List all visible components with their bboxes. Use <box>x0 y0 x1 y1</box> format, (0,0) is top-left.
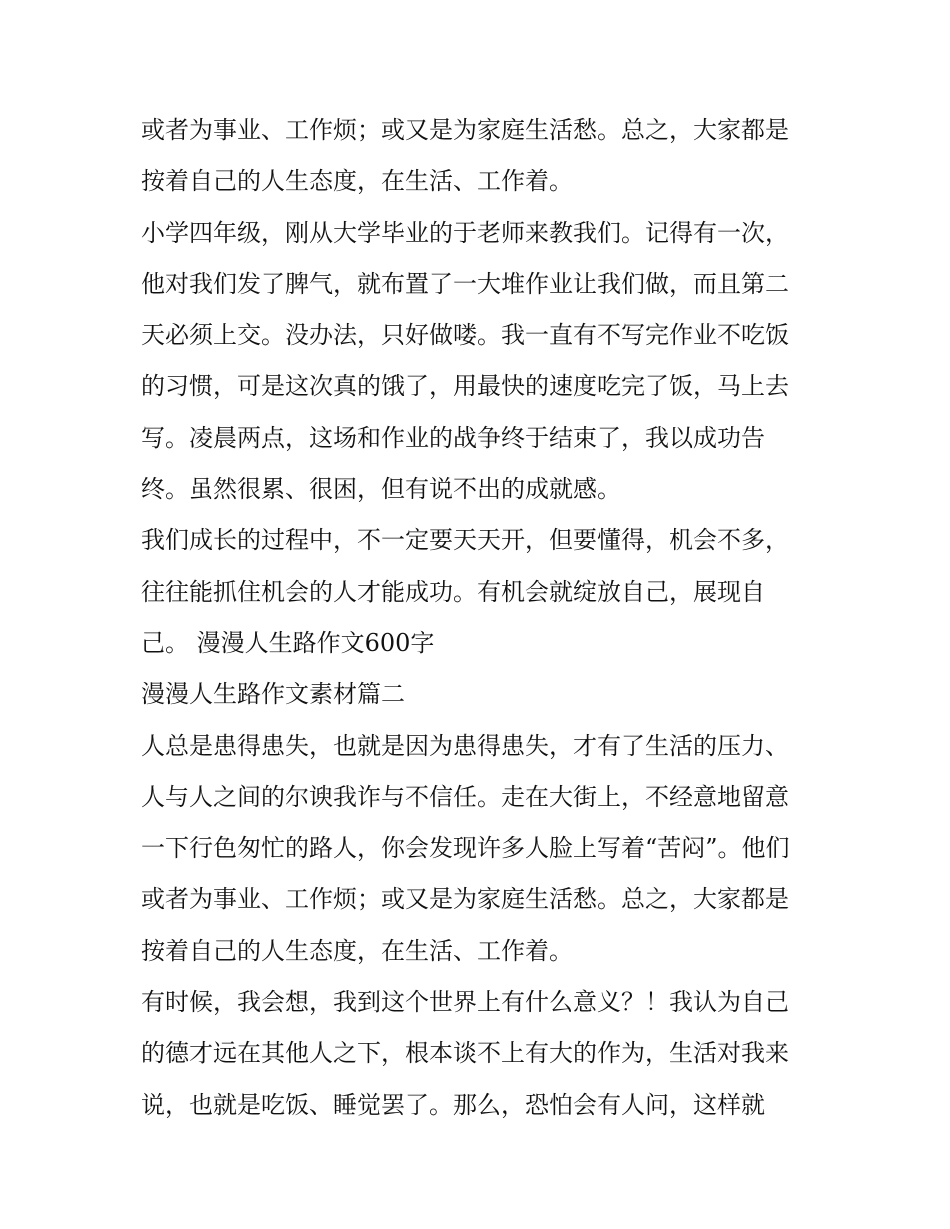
text-line: 小学四年级，刚从大学毕业的于老师来教我们。记得有一次， <box>141 218 789 247</box>
text-line: 按着自己的人生态度，在生活、工作着。 <box>141 167 573 196</box>
document-body <box>141 105 821 1131</box>
text-line: 写。凌晨两点，这场和作业的战争终于结束了，我以成功告 <box>141 423 765 452</box>
text-line: 或者为事业、工作烦；或又是为家庭生活愁。总之，大家都是 <box>141 885 789 914</box>
text-line: 的习惯，可是这次真的饿了，用最快的速度吃完了饭，马上去 <box>141 372 789 401</box>
text-line: 我们成长的过程中，不一定要天天开，但要懂得，机会不多， <box>141 526 789 555</box>
text-line: 按着自己的人生态度，在生活、工作着。 <box>141 936 573 965</box>
text-line: 己。 漫漫人生路作文600字 <box>141 628 435 657</box>
text-line: 终。虽然很累、很困，但有说不出的成就感。 <box>141 475 621 504</box>
text-line: 他对我们发了脾气，就布置了一大堆作业让我们做，而且第二 <box>141 269 789 298</box>
text-line: 说，也就是吃饭、睡觉罢了。那么，恐怕会有人问，这样就 <box>141 1090 765 1119</box>
text-line: 的德才远在其他人之下，根本谈不上有大的作为，生活对我来 <box>141 1039 789 1068</box>
text-line: 人与人之间的尔谀我诈与不信任。走在大街上，不经意地留意 <box>141 782 789 811</box>
text-line: 一下行色匆忙的路人，你会发现许多人脸上写着“苦闷”。他们 <box>141 834 790 863</box>
section-heading: 漫漫人生路作文素材篇二 <box>141 680 405 709</box>
text-line: 天必须上交。没办法，只好做喽。我一直有不写完作业不吃饭 <box>141 321 789 350</box>
text-line: 或者为事业、工作烦；或又是为家庭生活愁。总之，大家都是 <box>141 116 789 144</box>
text-line: 有时候，我会想，我到这个世界上有什么意义？！我认为自己 <box>141 988 789 1017</box>
text-line: 往往能抓住机会的人才能成功。有机会就绽放自己，展现自 <box>141 577 765 606</box>
text-line: 人总是患得患失，也就是因为患得患失，才有了生活的压力、 <box>141 731 789 760</box>
